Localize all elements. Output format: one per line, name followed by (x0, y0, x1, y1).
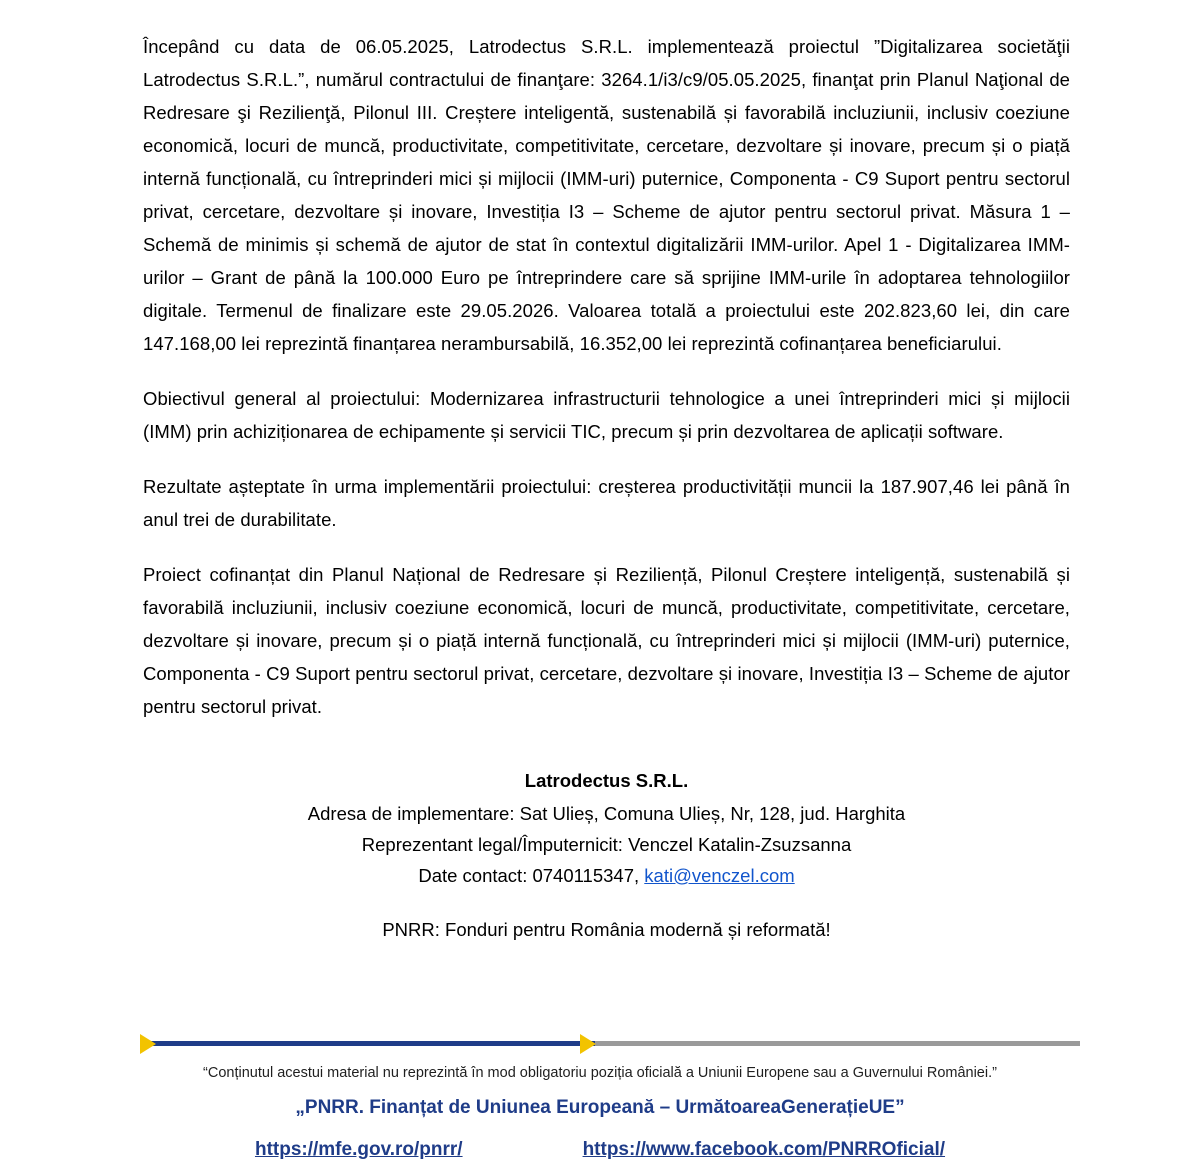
footer-disclaimer: “Conținutul acestui material nu reprezintă în mod obligatoriu poziția oficială a Uniunii Europene sau a Guvernului României.” (203, 1065, 997, 1081)
paragraph-general-objective: Obiectivul general al proiectului: Modernizarea infrastructurii tehnologice a unei întreprinderi mici și mijlocii (IMM) prin achiziționarea de echipamente și servicii TIC, precum și prin dezvoltarea de aplicații software. (143, 388, 1070, 442)
signature-block (143, 765, 1070, 891)
decorative-flag-bar (0, 1027, 1200, 1061)
paragraph-cofinancing: Proiect cofinanțat din Planul Național de Redresare și Reziliență, Pilonul Creștere inteligență, sustenabilă și favorabilă incluziunii, inclusiv coeziune economică, locuri de muncă, productivitate, competitivitate, cercetare, dezvoltare și inovare, precum și o piață internă funcțională, cu întreprinderi mici și mijlocii (IMM-uri) puternice, Componenta - C9 Suport pentru sectorul privat, cercetare, dezvoltare și inovare, Investiția I3 – Scheme de ajutor pentru sectorul privat. (143, 564, 1070, 717)
footer-eu-funding-line: „PNRR. Finanțat de Uniunea Europeană – UrmătoareaGenerațieUE” (295, 1097, 905, 1118)
link-mfe-pnrr[interactable]: https://mfe.gov.ro/pnrr/ (254, 1139, 463, 1160)
paragraph-project-description: Începând cu data de 06.05.2025, Latrodectus S.R.L. implementează proiectul ”Digitalizarea societăţii Latrodectus S.R.L.”, numărul contractului de finanţare: 3264.1/i3/c9/05.05.2025, finanţat prin Planul Naţional de Redresare şi Rezilienţă, Pilonul III. Creștere inteligentă, sustenabilă și favorabilă incluziunii, inclusiv coeziune economică, locuri de muncă, productivitate, competitivitate, cercetare, dezvoltare și inovare, precum și o piață internă funcțională, cu întreprinderi mici și mijlocii (IMM-uri) puternice, Componenta - C9 Suport pentru sectorul privat, cercetare, dezvoltare și inovare, Investiția I3 – Scheme de ajutor pentru sectorul privat. Măsura 1 – Schemă de minimis și schemă de ajutor de stat în contextul digitalizării IMM-urilor. Apel 1 - Digitalizarea IMM-urilor – Grant de până la 100.000 Euro pe întreprindere care să sprijine IMM-urile în adoptarea tehnologiilor digitale. Termenul de finalizare este 29.05.2026. Valoarea totală a proiectului este 202.823,60 lei, din care 147.168,00 lei reprezintă finanțarea nerambursabilă, 16.352,00 lei reprezintă cofinanțarea beneficiarului. (143, 36, 1070, 354)
link-facebook-pnrr[interactable]: https://www.facebook.com/PNRROficial/ (582, 1139, 946, 1160)
contact-email-link[interactable]: kati@venczel.com (644, 865, 795, 886)
footer-band (0, 1027, 1200, 1175)
contact-line (143, 860, 1070, 891)
pnrr-slogan: PNRR: Fonduri pentru România modernă și reformată! (382, 919, 831, 940)
implementation-address: Adresa de implementare: Sat Ulieș, Comuna Ulieș, Nr, 128, jud. Harghita (307, 803, 906, 824)
flag-bar-blue (140, 1041, 595, 1046)
company-name: Latrodectus S.R.L. (524, 770, 689, 791)
footer-links (0, 1139, 1200, 1175)
chevron-right-icon (140, 1034, 156, 1054)
chevron-right-icon (580, 1034, 596, 1054)
legal-representative: Reprezentant legal/Împuternicit: Venczel Katalin-Zsuzsanna (361, 834, 852, 855)
paragraph-expected-results: Rezultate așteptate în urma implementării proiectului: creșterea productivității muncii la 187.907,46 lei până în anul trei de durabilitate. (143, 476, 1070, 530)
contact-phone: Date contact: 0740115347, (418, 865, 640, 886)
